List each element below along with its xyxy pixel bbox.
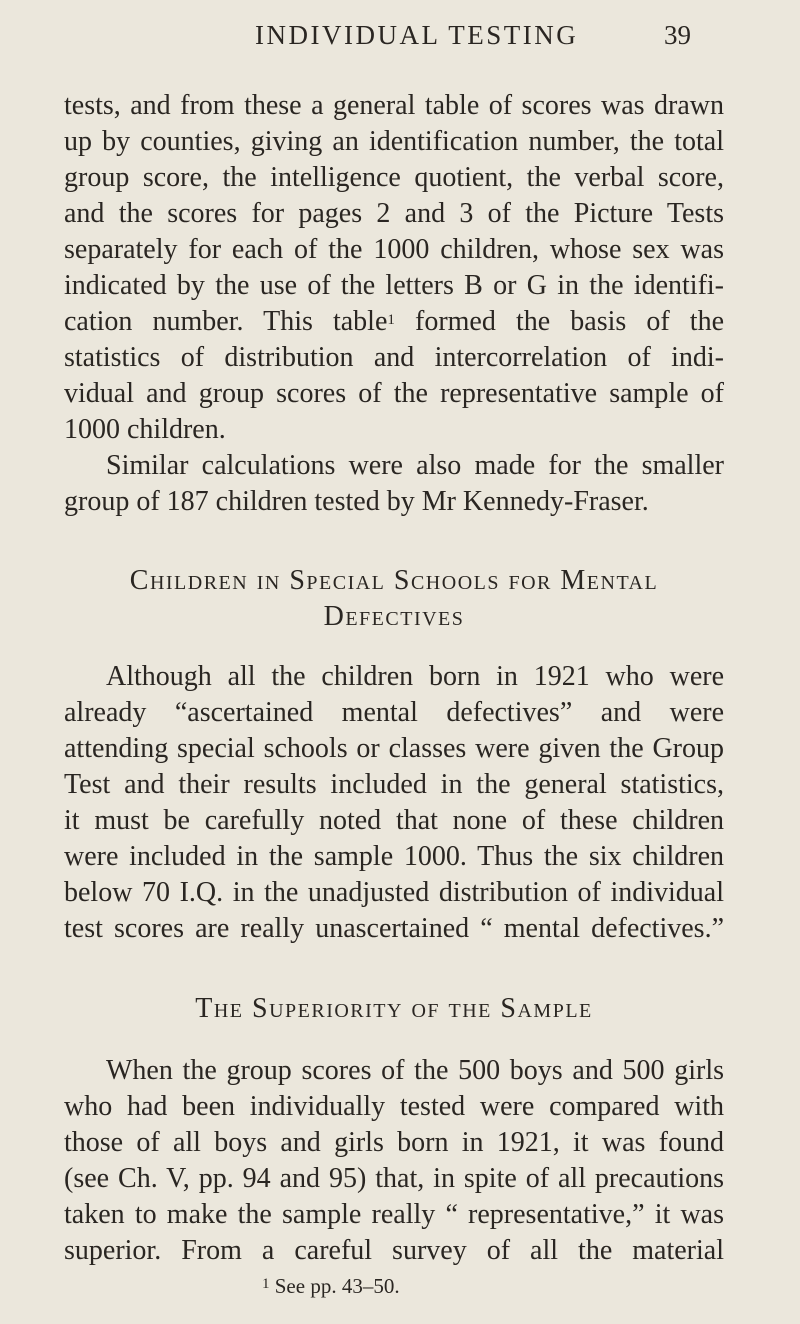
heading-line: The Superiority of the Sample	[195, 993, 593, 1024]
text-line: test scores are really unascertained “ mental defectives.”	[64, 913, 724, 944]
section-heading-superiority	[64, 991, 724, 1027]
text-line	[64, 304, 724, 340]
page-header	[0, 20, 800, 60]
text-line: already “ascertained mental defectives” and were	[64, 697, 724, 728]
text-line: (see Ch. V, pp. 94 and 95) that, in spite of all precautions	[64, 1163, 724, 1194]
paragraph-mental-defectives	[64, 659, 724, 947]
section-heading-special-schools	[64, 563, 724, 635]
text-line: Although all the children born in 1921 who were	[106, 661, 724, 692]
paragraph-superiority	[64, 1053, 724, 1269]
text-line: were included in the sample 1000. Thus the six children	[64, 841, 724, 872]
text-line: indicated by the use of the letters B or G in the identifi-	[64, 270, 724, 301]
text-line: group of 187 children tested by Mr Kennedy-Fraser.	[64, 486, 649, 517]
running-head: INDIVIDUAL TESTING	[255, 20, 579, 50]
text-line: attending special schools or classes were given the Group	[64, 733, 724, 764]
footnote-text: See pp. 43–50.	[269, 1274, 400, 1298]
text-fragment: cation number. This table	[64, 306, 388, 337]
text-line: separately for each of the 1000 children, whose sex was	[64, 234, 724, 265]
text-line: taken to make the sample really “ representative,” it was	[64, 1199, 724, 1230]
text-line: up by counties, giving an identification number, the total	[64, 126, 724, 157]
text-line: those of all boys and girls born in 1921, it was found	[64, 1127, 724, 1158]
text-line: Similar calculations were also made for the smaller	[106, 450, 724, 481]
text-line: group score, the intelligence quotient, the verbal score,	[64, 162, 724, 193]
text-line: superior. From a careful survey of all the material	[64, 1235, 724, 1266]
paragraph-table-of-scores	[64, 88, 724, 448]
text-line: When the group scores of the 500 boys and 500 girls	[106, 1055, 724, 1086]
text-line: it must be carefully noted that none of these children	[64, 805, 724, 836]
text-line: who had been individually tested were compared with	[64, 1091, 724, 1122]
footnote	[64, 1271, 724, 1301]
text-line: Test and their results included in the general statistics,	[64, 769, 724, 800]
page-number: 39	[664, 20, 691, 50]
text-line: and the scores for pages 2 and 3 of the Picture Tests	[64, 198, 724, 229]
body-text	[64, 88, 724, 1301]
text-line: below 70 I.Q. in the unadjusted distribution of individual	[64, 877, 724, 908]
text-line: vidual and group scores of the representative sample of	[64, 378, 724, 409]
footnote-marker: 1	[387, 312, 395, 328]
paragraph-smaller-group	[64, 448, 724, 520]
text-line: tests, and from these a general table of scores was drawn	[64, 90, 724, 121]
heading-line: Defectives	[323, 601, 465, 632]
text-fragment: formed the basis of the	[394, 306, 725, 337]
heading-line: Children in Special Schools for Mental	[129, 565, 659, 596]
footnote-number: 1	[262, 1276, 270, 1292]
text-line: 1000 children.	[64, 414, 226, 445]
text-line: statistics of distribution and intercorrelation of indi-	[64, 342, 724, 373]
